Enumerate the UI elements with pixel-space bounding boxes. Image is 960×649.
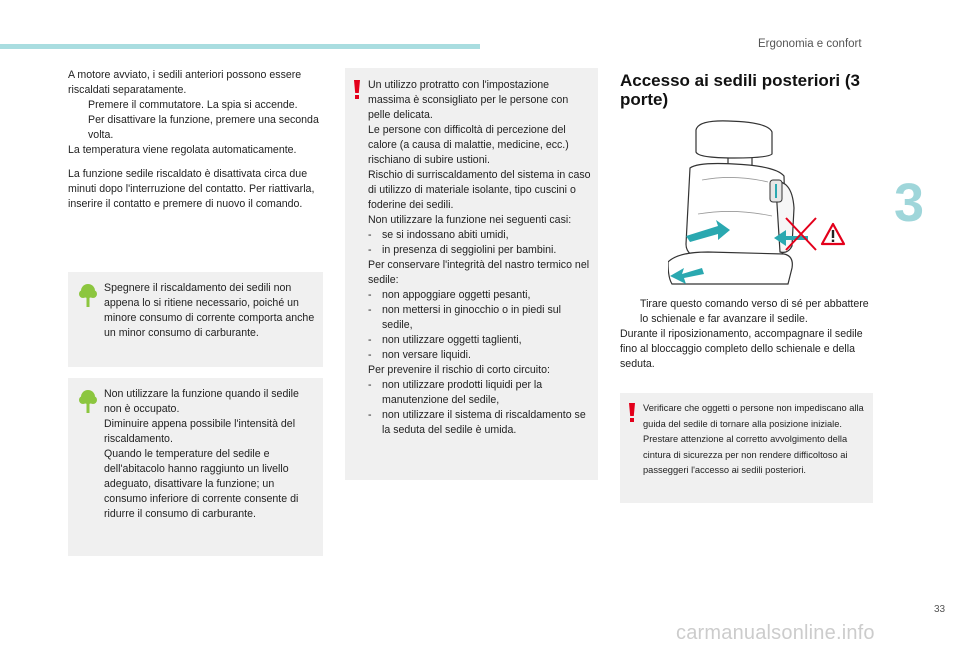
reposition-text: Durante il riposizionamento, accompagnare il sedile fino al bloccaggio completo dello schienale e della seduta. [620, 328, 863, 370]
warning-triangle-icon [820, 222, 846, 246]
warning-text: Per conservare l'integrità del nastro termico nel sedile: [368, 259, 590, 286]
warning-box [345, 68, 598, 480]
list-item: - non mettersi in ginocchio o in piedi sul sedile, [368, 304, 562, 331]
exclamation-icon [627, 403, 637, 428]
column-heated-seats [68, 68, 323, 212]
warning-text: Verificare che oggetti o persone non impediscano alla guida del sedile di tornare alla posizione iniziale. [643, 403, 864, 429]
eco-tip-text: Non utilizzare la funzione quando il sedile non è occupato. [104, 388, 299, 415]
deactivation-text: La funzione sedile riscaldato è disattivata circa due minuti dopo l'interruzione del contatto. Per riattivarla, inserire il contatto e premere di nuovo il comando. [68, 168, 315, 210]
warning-text: Per prevenire il rischio di corto circuito: [368, 364, 550, 376]
leaf-icon [78, 388, 98, 419]
bullet-item: Tirare questo comando verso di sé per abbattere lo schienale e far avanzare il sedile. [640, 298, 869, 325]
warning-text: Non utilizzare la funzione nei seguenti casi: [368, 214, 572, 226]
eco-tip-text: Spegnere il riscaldamento dei sedili non appena lo si ritiene necessario, poiché un minore consumo di corrente comporta anche un minor consumo di carburante. [104, 282, 315, 339]
list-item: - in presenza di seggiolini per bambini. [368, 244, 557, 256]
seat-illustration [668, 118, 848, 290]
column-rear-access [620, 297, 872, 372]
list-item: - non utilizzare prodotti liquidi per la manutenzione del sedile, [368, 379, 543, 406]
chapter-number: 3 [894, 173, 925, 233]
section-heading: Accesso ai sedili posteriori (3 porte) [620, 71, 860, 109]
eco-tip-box [68, 378, 323, 556]
exclamation-icon [352, 80, 362, 105]
list-item: - non utilizzare oggetti taglienti, [368, 334, 522, 346]
header-accent-bar [0, 44, 480, 49]
list-item: - non utilizzare il sistema di riscaldamento se la seduta del sedile è umida. [368, 409, 586, 436]
warning-text: Prestare attenzione al corretto avvolgimento della cintura di sicurezza per non rendere difficoltoso ai passeggeri l'accesso ai sedili posteriori. [643, 434, 848, 475]
eco-tip-text: Diminuire appena possibile l'intensità del riscaldamento. [104, 418, 296, 445]
warning-text: Rischio di surriscaldamento del sistema in caso di utilizzo di materiale isolante, tipo cuscini o foderine dei sedili. [368, 169, 591, 211]
list-item: - non versare liquidi. [368, 349, 471, 361]
warning-box [620, 393, 873, 503]
bullet-item: Per disattivare la funzione, premere una seconda volta. [88, 114, 319, 141]
eco-tip-box [68, 272, 323, 367]
list-item: - non appoggiare oggetti pesanti, [368, 289, 531, 301]
warning-text: Le persone con difficoltà di percezione del calore (a causa di malattie, medicine, ecc.) rischiano di subire ustioni. [368, 124, 569, 166]
leaf-icon [78, 282, 98, 313]
watermark: carmanualsonline.info [676, 622, 875, 644]
section-title: Ergonomia e confort [758, 38, 862, 50]
bullet-item: Premere il commutatore. La spia si accende. [88, 99, 298, 111]
list-item: - se si indossano abiti umidi, [368, 229, 509, 241]
auto-text: La temperatura viene regolata automaticamente. [68, 144, 297, 156]
eco-tip-text: Quando le temperature del sedile e dell'abitacolo hanno raggiunto un livello adeguato, disattivare la funzione; un consumo inferiore di corrente consente di ridurre il consumo di carburante. [104, 448, 299, 520]
intro-text: A motore avviato, i sedili anteriori possono essere riscaldati separatamente. [68, 69, 302, 96]
page-number: 33 [934, 604, 946, 615]
warning-text: Un utilizzo protratto con l'impostazione massima è sconsigliato per le persone con pelle delicata. [368, 79, 569, 121]
